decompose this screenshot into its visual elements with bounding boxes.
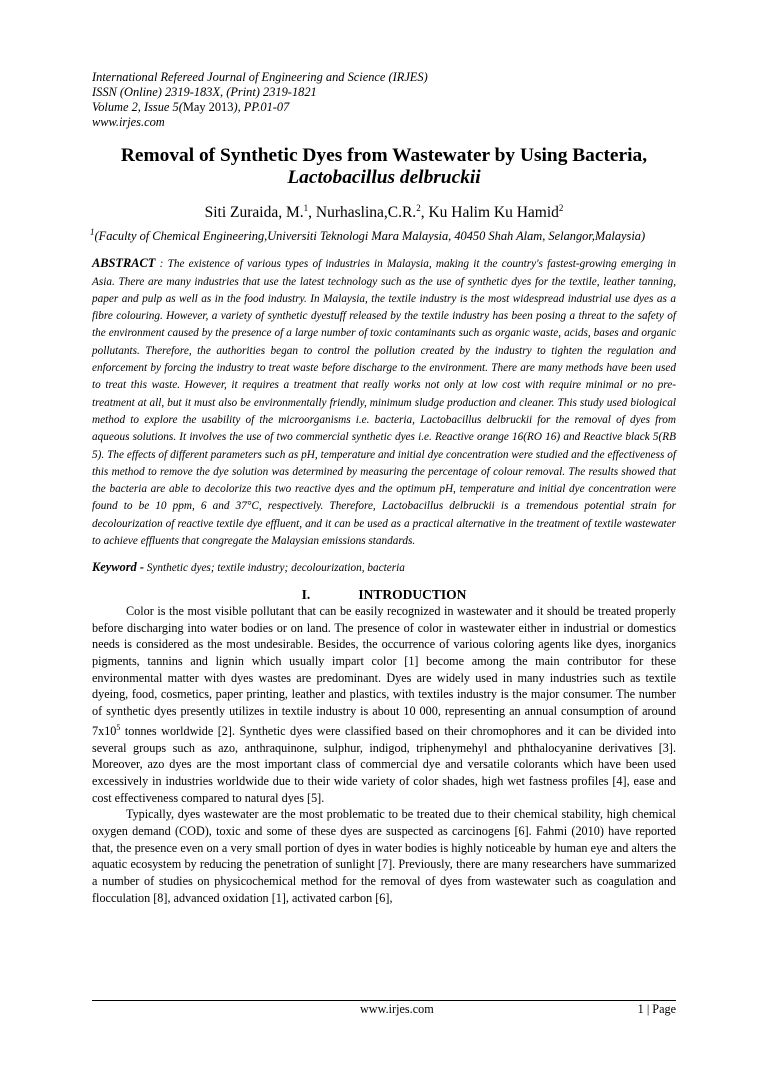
keyword-label: Keyword - [92, 560, 144, 575]
author-3-affiliation: 2 [558, 203, 564, 213]
section-heading [92, 587, 676, 603]
journal-website[interactable]: www.irjes.com [92, 115, 165, 129]
affiliation-text: (Faculty of Chemical Engineering,Universiti Teknologi Mara Malaysia, 40450 Shah Alam, Selangor,Malaysia) [94, 229, 646, 244]
journal-issn: ISSN (Online) 2319-183X, (Print) 2319-1821 [92, 85, 317, 99]
abstract [92, 255, 676, 550]
journal-volume-date: May 2013 [182, 100, 234, 114]
journal-name: International Refereed Journal of Engineering and Science (IRJES) [92, 70, 428, 84]
author-list [92, 199, 676, 222]
section-title: INTRODUCTION [358, 586, 467, 602]
affiliation-marker: 1 [90, 227, 95, 238]
page-footer [92, 1000, 676, 1016]
author-1: Siti Zuraida, M. [204, 204, 304, 222]
journal-volume: Volume 2, Issue 5(May 2013), PP.01-07 [92, 100, 290, 114]
paragraph-1: Color is the most visible pollutant that can be easily recognized in wastewater and it should be treated properly before discharging into water bodies or on land. The presence of color in wastewater either in industrial or domestics needs is considered as the most undesirable. Besides, the occurrence of various coloring agents like dyes, inorganics pigments, tannins and lignin which usually impart color [1] become among the main contributor for these environmental matter with dyes wastes are predominant. Dyes are widely used in many industries such as textile dyeing, food, cosmetics, paper printing, leather and plastics, with textiles industry is the major consumer. The number of synthetic dyes presently utilizes in textile industry is about 10 000, representing an annual consumption of around $7x10^5$ tonnes worldwide [2]. Synthetic dyes were classified based on their chromophores and it can be divided into several groups such as azo, anthraquinone, sulphur, indigod, triphenymehyl and phthalocyanine derivatives [3]. Moreover, azo dyes are the most important class of commercial dye and versatile colorants which have been used excessively in industries worldwide due to their wide variety of color shades, high wet fastness profiles [4], ease and cost effectiveness compared to natural dyes [5]. [92, 603, 676, 805]
footer-website[interactable]: www.irjes.com [360, 1002, 434, 1016]
abstract-text: : The existence of various types of industries in Malaysia, making it the country's fastest-growing emerging in Asia. There are many industries that use the latest technology such as the use of synthetic dyes for the textile, leather tanning, paper and pulp as well as in the food industry. In Malaysia, the textile industry is the most widespread industrial use dyes as a fibre colouring. However, a variety of synthetic dyestuff released by the textile industry has been posing a threat to the safety of the environment caused by the presence of a large number of toxic contaminants such as organic waste, acids, bases and organic pollutants. Therefore, the authorities began to control the pollution created by the industry to tighten the regulation and enforcement by forcing the industry to treat waste before discharge to the environment. There are many methods have been used to treat this waste. However, it requires a treatment that really works not only at low cost with require minimal or no pre-treatment at all, but it must also be environmentally friendly, minimum sludge production and cleaner. This study used biological method to explore the usability of the microorganisms i.e. bacteria, Lactobacillus delbruckii for the removal of dyes from aqueous solutions. It involves the use of two commercial synthetic dyes i.e. Reactive orange 16(RO 16) and Reactive black 5(RB 5). The effects of different parameters such as pH, temperature and initial dye concentration were studied and the effectiveness of this method to remove the dye solution was determined by measuring the percentage of colour removal. The results showed that the bacteria are able to decolorize this two reactive dyes and the optimum pH, temperature and initial dye concentration were found to be 10 ppm, 6 and 37°C, respectively. Therefore, Lactobacillus delbruckii is a tremendous potential strain for decolourization of reactive textile dye effluent, and it can be used as a practical alternative in the treatment of textile wastewater to achieve effluents that congregate the Malaysian emissions standards. [92, 258, 676, 548]
author-2: , Nurhaslina,C.R. [308, 204, 417, 222]
page-number: 1 | Page [637, 1002, 676, 1016]
body-text [92, 603, 676, 907]
keyword-text: Synthetic dyes; textile industry; decolourization, bacteria [143, 562, 405, 575]
paper-page [92, 70, 676, 907]
author-1-affiliation: 1 [303, 203, 309, 213]
superscript: 5 [116, 722, 121, 732]
title-line-1: Removal of Synthetic Dyes from Wastewater by Using Bacteria, [120, 145, 648, 166]
author-2-affiliation: 2 [416, 203, 421, 213]
journal-header [92, 70, 676, 130]
paper-title [92, 145, 676, 189]
abstract-label: ABSTRACT [92, 256, 156, 271]
keywords [92, 559, 676, 578]
paragraph-2: Typically, dyes wastewater are the most problematic to be treated due to their chemical stability, high chemical oxygen demand (COD), toxic and some of these dyes are suspected as carcinogens [6]. Fahmi (2010) have reported that, the presence even on a very small portion of dyes in water bodies is highly noticeable by human eye and alters the aquatic ecosystem by reducing the penetration of sunlight [7]. Previously, there are many researchers have summarized a number of studies on physicochemical method for the removal of dyes from wastewater such as coagulation and flocculation [8], advanced oxidation [1], activated carbon [6], [92, 807, 676, 905]
section-number: I. [301, 586, 311, 602]
affiliation [90, 225, 676, 244]
title-line-2: Lactobacillus delbruckii [287, 167, 481, 188]
author-3: , Ku Halim Ku Hamid [420, 204, 559, 222]
